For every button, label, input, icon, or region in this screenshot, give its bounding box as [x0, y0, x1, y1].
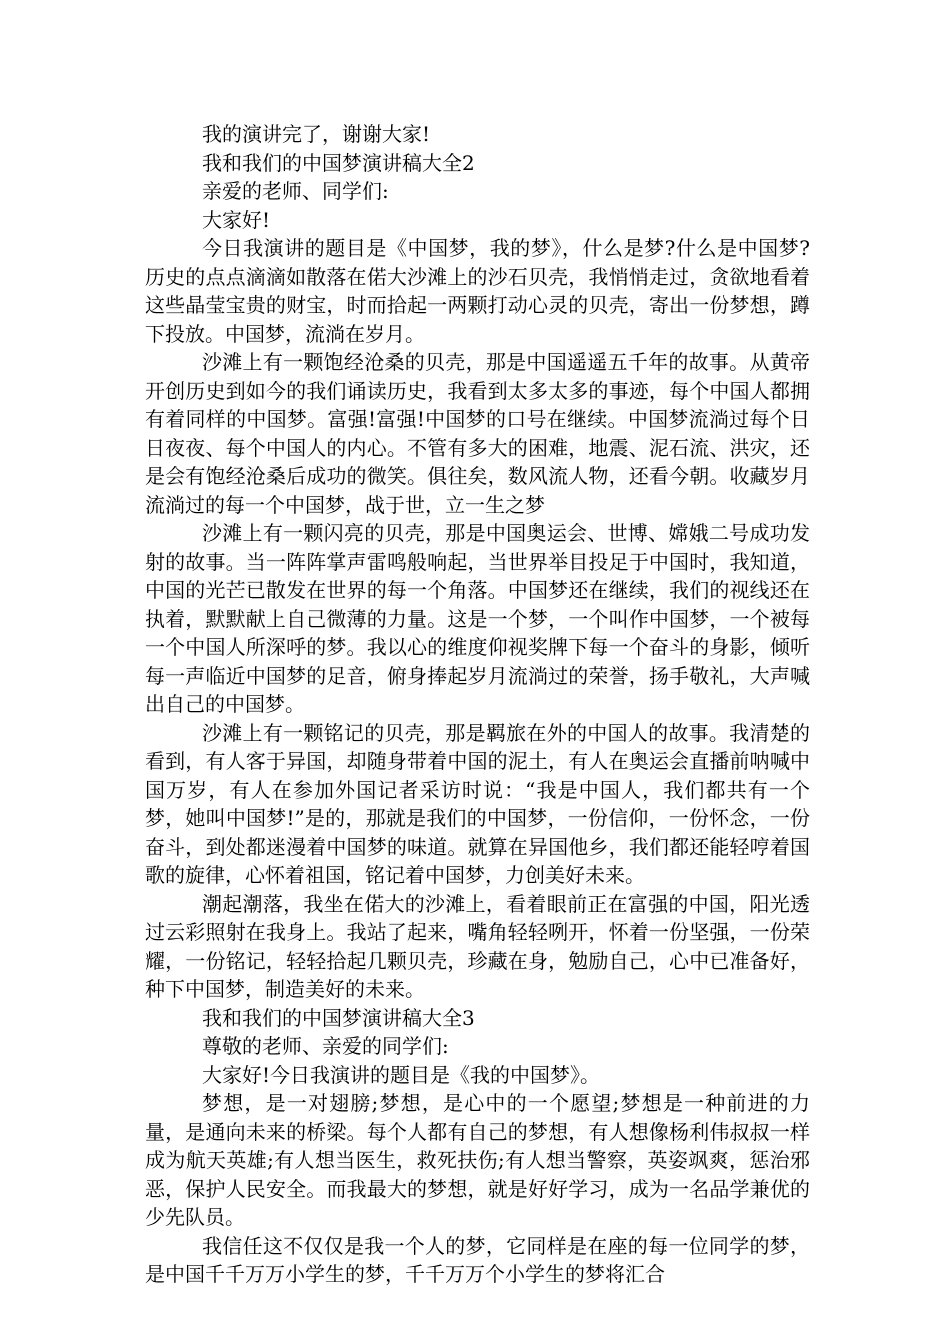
section-title: 我和我们的中国梦演讲稿大全2 — [202, 150, 475, 175]
section-title: 我和我们的中国梦演讲稿大全3 — [202, 1005, 475, 1030]
document-body — [145, 120, 810, 1289]
paragraph: 我信任这不仅仅是我一个人的梦，它同样是在座的每一位同学的梦，是中国千千万万小学生的梦，千千万万个小学生的梦将汇合 — [145, 1233, 810, 1286]
paragraph: 潮起潮落，我坐在偌大的沙滩上，看着眼前正在富强的中国，阳光透过云彩照射在我身上。我站了起来，嘴角轻轻咧开，怀着一份坚强，一份荣耀，一份铭记，轻轻拾起几颗贝壳，珍藏在身，勉励自己，心中已准备好，种下中国梦，制造美好的未来。 — [145, 891, 810, 1001]
paragraph: 沙滩上有一颗饱经沧桑的贝壳，那是中国遥遥五千年的故事。从黄帝开创历史到如今的我们诵读历史，我看到太多太多的事迹，每个中国人都拥有着同样的中国梦。富强!富强!中国梦的口号在继续。中国梦流淌过每个日日夜夜、每个中国人的内心。不管有多大的困难，地震、泥石流、洪灾，还是会有饱经沧桑后成功的微笑。俱往矣，数风流人物，还看今朝。收藏岁月流淌过的每一个中国梦，战于世，立一生之梦 — [145, 350, 810, 517]
paragraph: 梦想，是一对翅膀;梦想，是心中的一个愿望;梦想是一种前进的力量，是通向未来的桥梁。每个人都有自己的梦想，有人想像杨利伟叔叔一样成为航天英雄;有人想当医生，救死扶伤;有人想当警察，英姿飒爽，惩治邪恶，保护人民安全。而我最大的梦想，就是好好学习，成为一名品学兼优的少先队员。 — [145, 1091, 810, 1229]
paragraph: 我的演讲完了，谢谢大家! — [202, 122, 431, 146]
greeting: 大家好!今日我演讲的题目是《我的中国梦》。 — [202, 1062, 601, 1087]
greeting: 大家好! — [202, 207, 271, 232]
salutation: 亲爱的老师、同学们: — [202, 179, 389, 203]
paragraph: 沙滩上有一颗铭记的贝壳，那是羁旅在外的中国人的故事。我清楚的看到，有人客于异国，却随身带着中国的泥土，有人在奥运会直播前呐喊中国万岁，有人在参加外国记者采访时说：“我是中国人，我们都共有一个梦，她叫中国梦!”是的，那就是我们的中国梦，一份信仰，一份怀念，一份奋斗，到处都迷漫着中国梦的味道。就算在异国他乡，我们都还能轻哼着国歌的旋律，心怀着祖国，铭记着中国梦，力创美好未来。 — [145, 720, 810, 887]
paragraph: 沙滩上有一颗闪亮的贝壳，那是中国奥运会、世博、嫦娥二号成功发射的故事。当一阵阵掌声雷鸣般响起，当世界举目投足于中国时，我知道，中国的光芒已散发在世界的每一个角落。中国梦还在继续，我们的视线还在执着，默默献上自己微薄的力量。这是一个梦，一个叫作中国梦，一个被每一个中国人所深呼的梦。我以心的维度仰视奖牌下每一个奋斗的身影，倾听每一声临近中国梦的足音，俯身捧起岁月流淌过的荣誉，扬手敬礼，大声喊出自己的中国梦。 — [145, 521, 810, 716]
paragraph: 今日我演讲的题目是《中国梦，我的梦》，什么是梦?什么是中国梦?历史的点点滴滴如散落在偌大沙滩上的沙石贝壳，我悄悄走过，贪欲地看着这些晶莹宝贵的财宝，时而拾起一两颗打动心灵的贝壳，寄出一份梦想，蹲下投放。中国梦，流淌在岁月。 — [145, 236, 810, 346]
salutation: 尊敬的老师、亲爱的同学们: — [202, 1034, 449, 1058]
